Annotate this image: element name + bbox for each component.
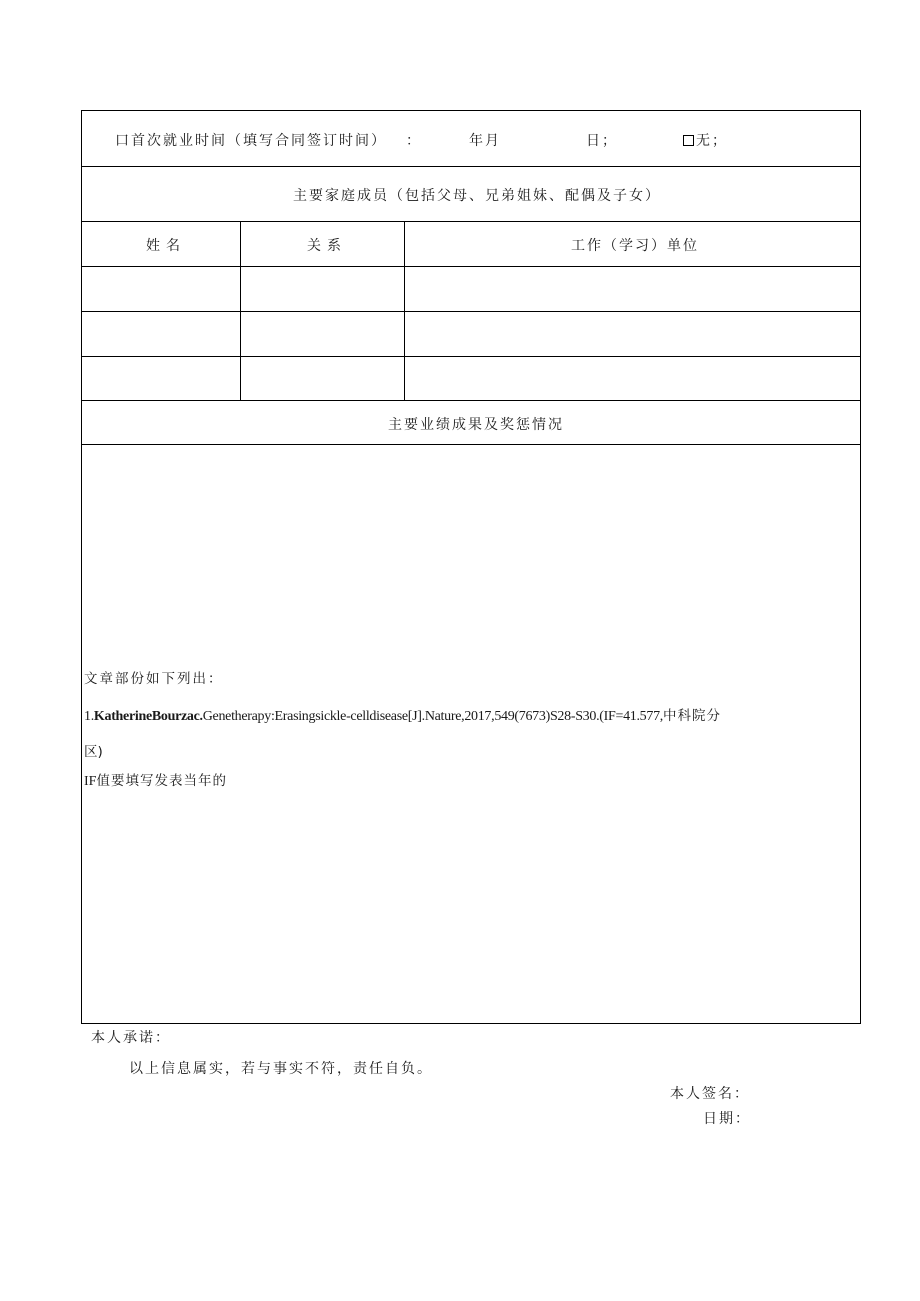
citation-author: KatherineBourzac. (93, 709, 203, 724)
column-header-name: 姓名 (146, 238, 186, 254)
first-employment-label: 首次就业时间（填写合同签订时间） (131, 133, 387, 149)
year-month-label: 年月 (469, 133, 501, 149)
column-header-unit: 工作（学习）单位 (571, 238, 699, 254)
achievements-header-row (82, 401, 860, 445)
impact-factor-note-text: 值要填写发表当年的 (96, 773, 227, 789)
checkbox-glyph[interactable]: 口 (115, 133, 131, 149)
first-employment-checkbox-label-group[interactable] (115, 130, 387, 150)
achievements-header: 主要业绩成果及奖惩情况 (388, 417, 564, 433)
family-member-row (82, 357, 860, 401)
none-label: 无； (696, 133, 728, 149)
citation-text: Genetherapy:Erasingsickle-celldisease[J].Nature,2017,549(7673)S28-S30.(IF=41.577, (202, 709, 663, 724)
date-label: 日期： (703, 1111, 751, 1127)
family-members-header: 主要家庭成员（包括父母、兄弟姐妹、配偶及子女） (293, 188, 661, 204)
citation-continuation: 区) (84, 744, 103, 760)
citation-line (84, 704, 721, 725)
citation-suffix: 中科院分 (663, 708, 721, 724)
family-member-row (82, 312, 860, 357)
declaration-statement: 以上信息属实，若与事实不符，责任自负。 (129, 1061, 433, 1077)
column-divider (404, 222, 405, 401)
first-employment-row (82, 111, 860, 167)
citation-number: 1. (84, 709, 94, 724)
impact-factor-prefix: IF (84, 774, 97, 789)
signature-label: 本人签名： (670, 1086, 750, 1102)
application-form-table (81, 110, 861, 1024)
family-members-header-row (82, 167, 860, 222)
achievements-body[interactable] (82, 445, 860, 1023)
articles-intro: 文章部份如下列出： (84, 671, 224, 687)
day-label: 日； (586, 133, 618, 149)
first-employment-colon: ： (406, 133, 422, 149)
family-member-row (82, 267, 860, 312)
declaration-title: 本人承诺： (91, 1030, 171, 1046)
column-divider (240, 222, 241, 401)
impact-factor-note (84, 769, 227, 790)
family-column-header-row (82, 222, 860, 267)
none-option[interactable] (683, 130, 728, 150)
none-checkbox[interactable] (683, 135, 694, 146)
column-header-relation: 关系 (307, 238, 347, 254)
